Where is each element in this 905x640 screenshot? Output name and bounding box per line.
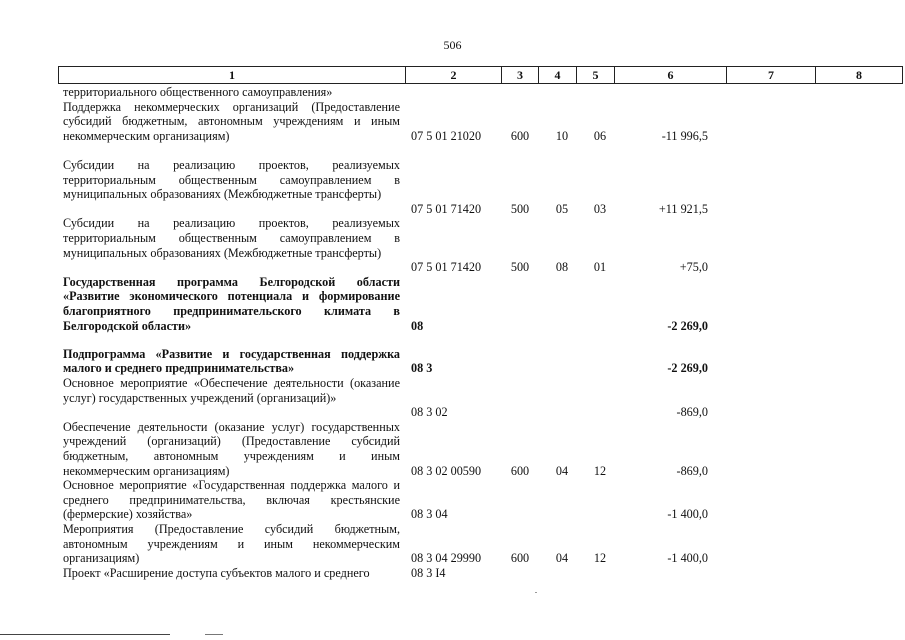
header-col-6: 6: [614, 67, 726, 83]
row-description: Мероприятия (Предоставление субсидий бюджетным, автономным учреждениям и иным некоммерческим организациям): [63, 521, 400, 566]
table-row: [0, 85, 905, 100]
header-col-8: 8: [815, 67, 902, 83]
row-amount: -2 269,0: [667, 318, 708, 333]
row-amount: +75,0: [679, 260, 708, 275]
scan-speck: [535, 592, 537, 593]
page-number: 506: [443, 38, 462, 52]
header-col-3: 3: [501, 67, 538, 83]
row-description: территориального общественного самоуправления»: [63, 85, 333, 99]
table-row: [0, 478, 905, 522]
row-description: Субсидии на реализацию проектов, реализуемых территориальным общественным самоуправлением в муниципальных образованиях (Межбюджетные трансферты): [63, 216, 400, 260]
row-amount: -1 400,0: [667, 551, 708, 566]
row-description: Основное мероприятие «Государственная поддержка малого и среднего предпринимательства, включая крестьянские (фермерские) хозяйства»: [63, 478, 400, 522]
row-amount: +11 921,5: [658, 201, 708, 216]
row-col-3: 500: [510, 201, 530, 216]
row-code: 08 3 04 29990: [411, 551, 482, 566]
header-col-7: 7: [726, 67, 815, 83]
table-row: [0, 216, 905, 274]
row-description: Подпрограмма «Развитие и государственная поддержка малого и среднего предпринимательства»: [63, 346, 400, 376]
row-col-3: 600: [510, 128, 530, 143]
row-amount: -11 996,5: [661, 128, 708, 143]
row-code: 08: [411, 318, 424, 333]
row-description: Субсидии на реализацию проектов, реализуемых территориальным общественным самоуправлением в муниципальных образованиях (Межбюджетные трансферты): [63, 157, 400, 202]
header-col-5: 5: [576, 67, 614, 83]
row-amount: -1 400,0: [667, 507, 708, 522]
row-amount: -869,0: [676, 405, 708, 420]
row-description: Основное мероприятие «Обеспечение деятельности (оказание услуг) государственных учреждений (организаций)»: [63, 375, 400, 405]
header-col-4: 4: [538, 67, 576, 83]
row-col-4: 05: [555, 201, 569, 216]
table-header: [58, 66, 903, 84]
table-row: [0, 347, 905, 376]
header-col-2: 2: [405, 67, 501, 83]
row-col-4: 04: [555, 551, 569, 566]
row-code: 08 3: [411, 361, 433, 376]
row-col-3: 600: [510, 551, 530, 566]
row-amount: -869,0: [676, 463, 708, 478]
table-row: [0, 420, 905, 478]
header-col-1: 1: [229, 68, 235, 82]
row-code: 07 5 01 21020: [411, 128, 482, 143]
table-row: [0, 275, 905, 347]
row-code: 08 3 02 00590: [411, 463, 482, 478]
row-code: 07 5 01 71420: [411, 260, 482, 275]
row-col-3: 500: [510, 260, 530, 275]
footer-mark: [205, 634, 223, 635]
table-row: [0, 522, 905, 566]
table-body: [0, 85, 905, 580]
row-description: Государственная программа Белгородской области «Развитие экономического потенциала и формирование благоприятного предпринимательского климата в Белгородской области»: [63, 274, 400, 333]
row-code: 08 3 I4: [411, 565, 446, 580]
row-description: Поддержка некоммерческих организаций (Предоставление субсидий бюджетным, автономным учреждениям и иным некоммерческим организациям): [63, 99, 400, 143]
row-amount: -2 269,0: [667, 361, 708, 376]
table-row: [0, 100, 905, 158]
row-col-4: 10: [555, 128, 569, 143]
table-row: [0, 566, 905, 581]
row-col-3: 600: [510, 463, 530, 478]
table-row: [0, 376, 905, 420]
row-code: 08 3 02: [411, 405, 448, 420]
row-description: Обеспечение деятельности (оказание услуг) государственных учреждений (организаций) (Предоставление субсидий бюджетным, автономным учреждениям и иным некоммерческим организациям): [63, 419, 400, 478]
footer-rule: [0, 634, 170, 635]
table-row: [0, 158, 905, 216]
row-code: 07 5 01 71420: [411, 201, 482, 216]
row-col-5: 01: [593, 260, 607, 275]
row-col-4: 04: [555, 463, 569, 478]
row-col-5: 12: [593, 551, 607, 566]
row-code: 08 3 04: [411, 507, 448, 522]
row-description: Проект «Расширение доступа субъектов малого и среднего: [63, 565, 370, 580]
row-col-5: 06: [593, 128, 607, 143]
row-col-5: 03: [593, 201, 607, 216]
row-col-5: 12: [593, 463, 607, 478]
row-col-4: 08: [555, 260, 569, 275]
